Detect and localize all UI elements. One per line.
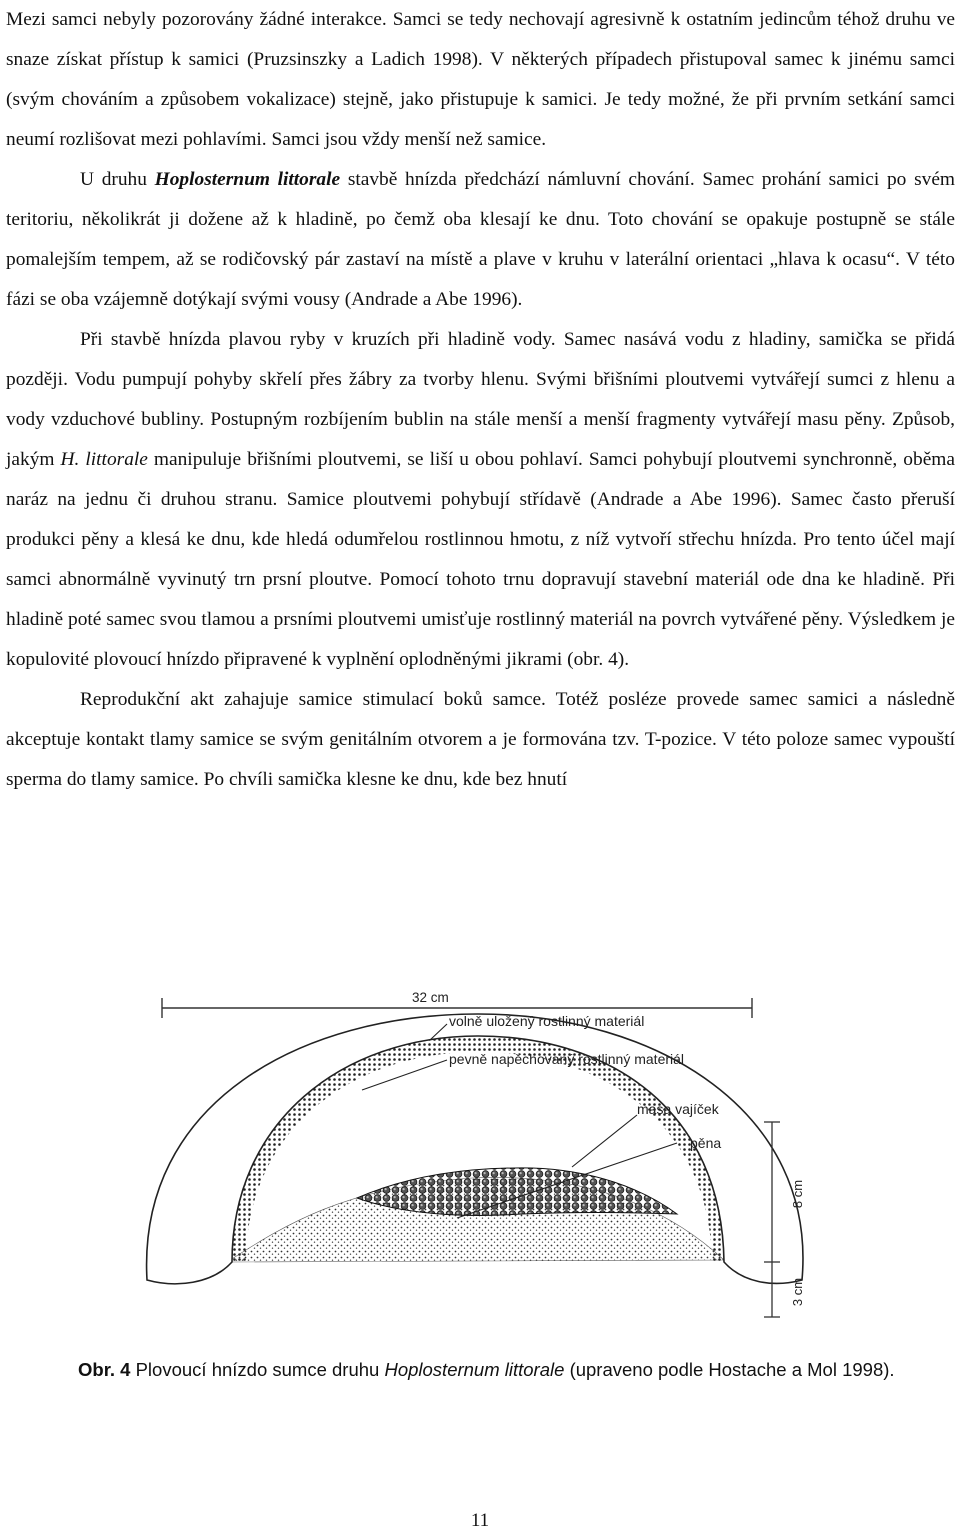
figure-caption <box>78 1357 908 1383</box>
paragraph-segment: U druhu <box>80 169 155 190</box>
paragraph-segment: stavbě hnízda předchází námluvní chování. Samec prohání samici po svém teritoriu, několikrát ji dožene až k hladině, po čemž oba klesají ke dnu. Toto chování se opakuje postupně se stále pomalejším tempem, až se rodičovský pár zastaví na místě a plave v kruhu v laterální orientaci „hlava k ocasu“. V této fázi se oba vzájemně dotýkají svými vousy (Andrade a Abe 1996). <box>6 169 956 310</box>
paragraph-3 <box>6 320 955 680</box>
width-label: 32 cm <box>412 990 449 1005</box>
label-packed-material: pevně napěchovaný rostlinný materiál <box>449 1051 685 1067</box>
label-loose-material: volně uložený rostlinný materiál <box>449 1013 645 1029</box>
paragraph-2 <box>6 160 955 320</box>
caption-text-before: Plovoucí hnízdo sumce druhu <box>135 1359 380 1380</box>
nest-diagram <box>112 962 822 1338</box>
nest-figure <box>112 962 822 1338</box>
caption-label: Obr. 4 <box>78 1359 131 1380</box>
paragraph-segment: H. littorale <box>60 449 148 470</box>
paragraph-segment: Při stavbě hnízda plavou ryby v kruzích při hladině vody. Samec nasává vodu z hladiny, samička se přidá později. Vodu pumpují pohyby skřelí přes žábry za tvorby hlenu. Svými břišními ploutvemi vytvářejí sumci z hlenu a vody vzduchové bubliny. Postupným rozbíjením bublin na stále menší a menší fragmenty vytvářejí masu pěny. Způsob, jakým <box>6 329 955 470</box>
body-text <box>6 0 955 800</box>
label-egg-mass: masa vajíček <box>637 1101 719 1117</box>
paragraph-segment: Mezi samci nebyly pozorovány žádné interakce. Samci se tedy nechovají agresivně k ostatním jedincům téhož druhu ve snaze získat přístup k samici (Pruzsinszky a Ladich 1998). V některých případech přistupoval samec k jinému samci (svým chováním a způsobem vokalizace) stejně, jako přistupuje k samici. Je tedy možné, že při prvním setkání samci neumí rozlišovat mezi pohlavími. Samci jsou vždy menší než samice. <box>6 9 955 150</box>
caption-text-after: (upraveno podle Hostache a Mol 1998). <box>569 1359 895 1380</box>
height-label-upper: 8 cm <box>790 1179 805 1209</box>
paragraph-1 <box>6 0 955 160</box>
paragraph-4 <box>6 680 955 800</box>
egg-mass <box>357 1168 677 1216</box>
paragraph-segment: manipuluje břišními ploutvemi, se liší u obou pohlaví. Samci pohybují ploutvemi synchronně, oběma naráz na jednu či druhou stranu. Samice ploutvemi pohybují střídavě (Andrade a Abe 1996). Samec často přeruší produkci pěny a klesá ke dnu, kde hledá odumřelou rostlinnou hmotu, z níž vytvoří střechu hnízda. Pro tento účel mají samci abnormálně vyvinutý trn prsní ploutve. Pomocí tohoto trnu dopravují stavební materiál ode dna ke hladině. Při hladině poté samec svou tlamou a prsními ploutvemi umisťuje rostlinný materiál na povrch vytvářené pěny. Výsledkem je kopulovité plovoucí hnízdo připravené k vyplnění oplodněnými jikrami (obr. 4). <box>6 449 955 670</box>
paragraph-segment: Reprodukční akt zahajuje samice stimulací boků samce. Totéž posléze provede samec samici a následně akceptuje kontakt tlamy samice se svým genitálním otvorem a je formována tzv. T-pozice. V této poloze samec vypouští sperma do tlamy samice. Po chvíli samička klesne ke dnu, kde bez hnutí <box>6 689 955 790</box>
paragraph-segment: Hoplosternum littorale <box>154 169 341 190</box>
height-label-lower: 3 cm <box>790 1277 805 1307</box>
page-number: 11 <box>470 1510 490 1531</box>
label-foam: pěna <box>690 1135 722 1151</box>
caption-species: Hoplosternum littorale <box>384 1359 565 1380</box>
